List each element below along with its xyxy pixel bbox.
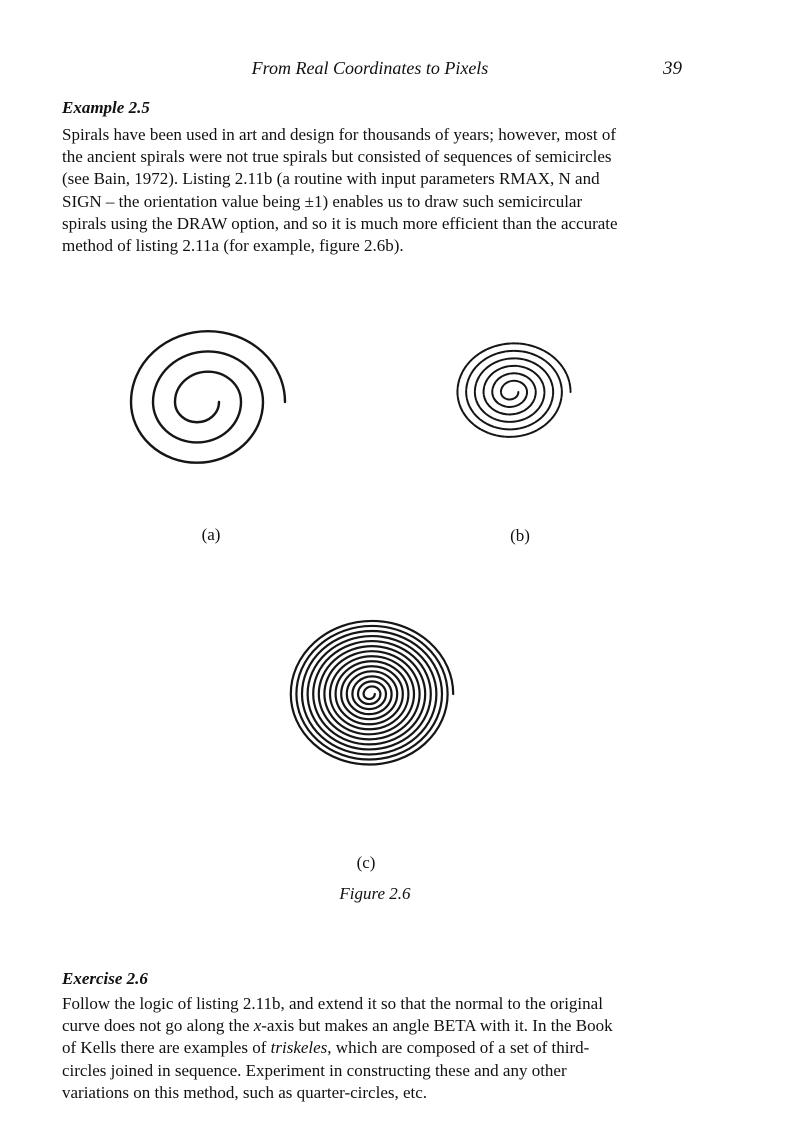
text-run: -axis but makes an angle BETA with it. In the Book: [261, 1016, 613, 1036]
paragraph-line: method of listing 2.11a (for example, figure 2.6b).: [62, 236, 404, 256]
exercise-paragraph: [62, 993, 702, 1104]
paragraph-line: Follow the logic of listing 2.11b, and extend it so that the normal to the original: [62, 994, 603, 1013]
paragraph-line: the ancient spirals were not true spirals but consisted of sequences of semicircles: [62, 147, 612, 167]
paragraph-line: SIGN – the orientation value being ±1) enables us to draw such semicircular: [62, 191, 583, 211]
paragraph-line: [62, 1015, 702, 1037]
spiral-a-figure: [86, 292, 358, 518]
spiral-b-path: [457, 343, 570, 436]
running-title: From Real Coordinates to Pixels: [251, 58, 489, 78]
panel-a-label: (a): [201, 525, 221, 544]
paragraph-line: circles joined in sequence. Experiment in constructing these and any other: [62, 1060, 567, 1080]
text-run: , which are composed of a set of third-: [327, 1038, 590, 1058]
spiral-c-figure: [208, 544, 544, 844]
exercise-heading: Exercise 2.6: [62, 969, 148, 988]
spiral-c-path: [291, 621, 453, 765]
emphasis-x: x: [253, 1016, 262, 1036]
spiral-a-path: [131, 331, 285, 463]
paragraph-line: (see Bain, 1972). Listing 2.11b (a routine with input parameters RMAX, N and: [62, 169, 600, 189]
panel-b-label: (b): [510, 526, 530, 545]
text-run: of Kells there are examples of: [62, 1038, 271, 1058]
paragraph-line: variations on this method, such as quarter-circles, etc.: [62, 1082, 428, 1102]
panel-c-label: (c): [356, 853, 376, 872]
emphasis-triskeles: triskeles: [270, 1038, 328, 1058]
paragraph-line: Spirals have been used in art and design for thousands of years; however, most of: [62, 125, 617, 144]
text-run: curve does not go along the: [62, 1016, 254, 1036]
spiral-b-figure: [396, 294, 640, 506]
figure-caption: Figure 2.6: [339, 884, 411, 903]
example-paragraph: [62, 124, 702, 257]
page-number: 39: [663, 58, 682, 79]
paragraph-line: [62, 1037, 702, 1059]
paragraph-line: spirals using the DRAW option, and so it is much more efficient than the accurate: [62, 213, 618, 233]
example-heading: Example 2.5: [62, 98, 150, 117]
